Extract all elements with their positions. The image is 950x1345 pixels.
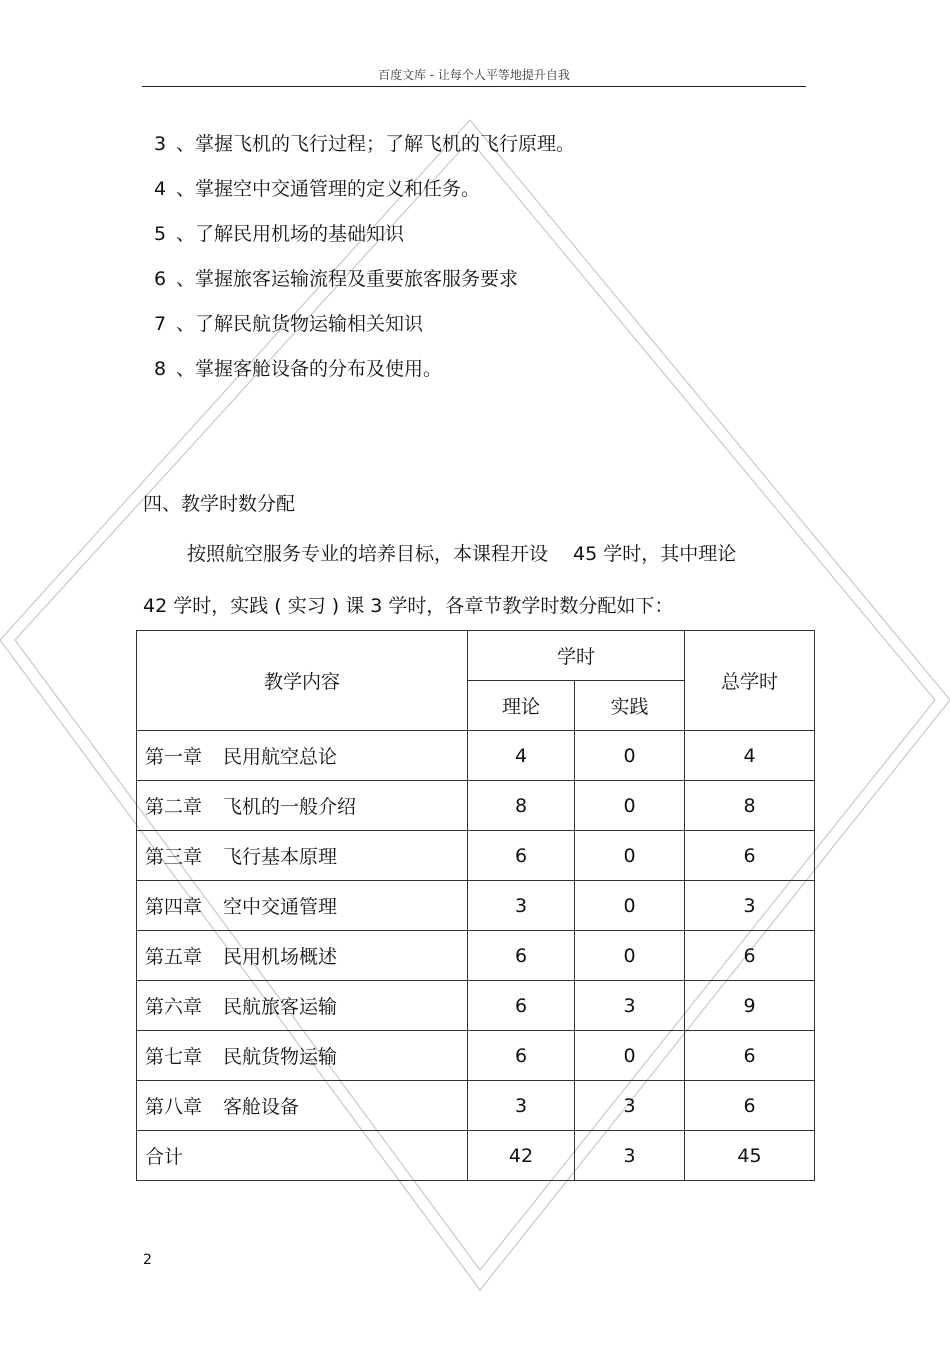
list-item xyxy=(154,353,575,398)
item-number: 3 xyxy=(154,133,167,155)
item-number: 7 xyxy=(154,313,167,335)
practice-cell: 0 xyxy=(575,1031,685,1081)
total-cell: 3 xyxy=(685,881,815,931)
item-number: 6 xyxy=(154,268,167,290)
item-number: 5 xyxy=(154,223,167,245)
total-cell: 8 xyxy=(685,781,815,831)
page-number: 2 xyxy=(143,1252,152,1268)
header-hours: 学时 xyxy=(468,631,685,681)
chapter-number: 第八章 xyxy=(145,1096,203,1118)
theory-cell: 4 xyxy=(468,731,575,781)
chapter-cell xyxy=(137,781,468,831)
chapter-title: 空中交通管理 xyxy=(223,896,338,918)
chapter-title: 飞机的一般介绍 xyxy=(223,796,357,818)
chapter-title: 民用航空总论 xyxy=(223,746,338,768)
header-practice: 实践 xyxy=(575,681,685,731)
table-row xyxy=(137,781,815,831)
header-total: 总学时 xyxy=(685,631,815,731)
section-title: 四、教学时数分配 xyxy=(143,493,296,515)
table-row xyxy=(137,931,815,981)
total-cell: 6 xyxy=(685,931,815,981)
hours-table xyxy=(136,630,815,1181)
list-item xyxy=(154,128,575,173)
item-text: 、掌握旅客运输流程及重要旅客服务要求 xyxy=(176,268,519,290)
table-row xyxy=(137,1031,815,1081)
sum-total: 45 xyxy=(685,1131,815,1181)
list-item xyxy=(154,263,575,308)
chapter-cell xyxy=(137,981,468,1031)
chapter-title: 飞行基本原理 xyxy=(223,846,338,868)
chapter-number: 第四章 xyxy=(145,896,203,918)
intro-paragraph-line-2: 42 学时，实践 ( 实习 ) 课 3 学时，各章节教学时数分配如下： xyxy=(143,595,674,617)
table-row xyxy=(137,731,815,781)
practice-cell: 0 xyxy=(575,781,685,831)
item-text: 、掌握飞机的飞行过程；了解飞机的飞行原理。 xyxy=(176,133,576,155)
practice-cell: 3 xyxy=(575,1081,685,1131)
total-cell: 9 xyxy=(685,981,815,1031)
chapter-cell xyxy=(137,831,468,881)
sum-label: 合计 xyxy=(137,1131,468,1181)
header-theory: 理论 xyxy=(468,681,575,731)
chapter-title: 民航货物运输 xyxy=(223,1046,338,1068)
chapter-number: 第三章 xyxy=(145,846,203,868)
chapter-cell xyxy=(137,931,468,981)
header-divider xyxy=(142,86,806,87)
chapter-cell xyxy=(137,881,468,931)
theory-cell: 6 xyxy=(468,981,575,1031)
table-total-row xyxy=(137,1131,815,1181)
table-header-row xyxy=(137,631,815,681)
sum-practice: 3 xyxy=(575,1131,685,1181)
chapter-title: 民航旅客运输 xyxy=(223,996,338,1018)
table-row xyxy=(137,981,815,1031)
item-number: 8 xyxy=(154,358,167,380)
chapter-number: 第七章 xyxy=(145,1046,203,1068)
objectives-list xyxy=(154,128,575,398)
chapter-number: 第五章 xyxy=(145,946,203,968)
item-number: 4 xyxy=(154,178,167,200)
chapter-number: 第六章 xyxy=(145,996,203,1018)
practice-cell: 3 xyxy=(575,981,685,1031)
intro-paragraph-line-1: 按照航空服务专业的培养目标，本课程开设 45 学时，其中理论 xyxy=(187,543,737,565)
practice-cell: 0 xyxy=(575,731,685,781)
practice-cell: 0 xyxy=(575,881,685,931)
item-text: 、了解民航货物运输相关知识 xyxy=(176,313,424,335)
chapter-title: 民用机场概述 xyxy=(223,946,338,968)
practice-cell: 0 xyxy=(575,831,685,881)
list-item xyxy=(154,308,575,353)
total-cell: 6 xyxy=(685,831,815,881)
total-cell: 6 xyxy=(685,1031,815,1081)
page-header: 百度文库 - 让每个人平等地提升自我 xyxy=(378,68,570,82)
item-text: 、了解民用机场的基础知识 xyxy=(176,223,405,245)
table-row xyxy=(137,831,815,881)
sum-theory: 42 xyxy=(468,1131,575,1181)
table-row xyxy=(137,1081,815,1131)
table-row xyxy=(137,881,815,931)
total-cell: 6 xyxy=(685,1081,815,1131)
theory-cell: 3 xyxy=(468,881,575,931)
chapter-number: 第二章 xyxy=(145,796,203,818)
chapter-cell xyxy=(137,731,468,781)
theory-cell: 8 xyxy=(468,781,575,831)
theory-cell: 6 xyxy=(468,1031,575,1081)
chapter-cell xyxy=(137,1081,468,1131)
list-item xyxy=(154,173,575,218)
item-text: 、掌握空中交通管理的定义和任务。 xyxy=(176,178,481,200)
chapter-title: 客舱设备 xyxy=(223,1096,300,1118)
chapter-number: 第一章 xyxy=(145,746,203,768)
practice-cell: 0 xyxy=(575,931,685,981)
theory-cell: 3 xyxy=(468,1081,575,1131)
theory-cell: 6 xyxy=(468,831,575,881)
total-cell: 4 xyxy=(685,731,815,781)
chapter-cell xyxy=(137,1031,468,1081)
theory-cell: 6 xyxy=(468,931,575,981)
item-text: 、掌握客舱设备的分布及使用。 xyxy=(176,358,443,380)
list-item xyxy=(154,218,575,263)
header-content: 教学内容 xyxy=(137,631,468,731)
